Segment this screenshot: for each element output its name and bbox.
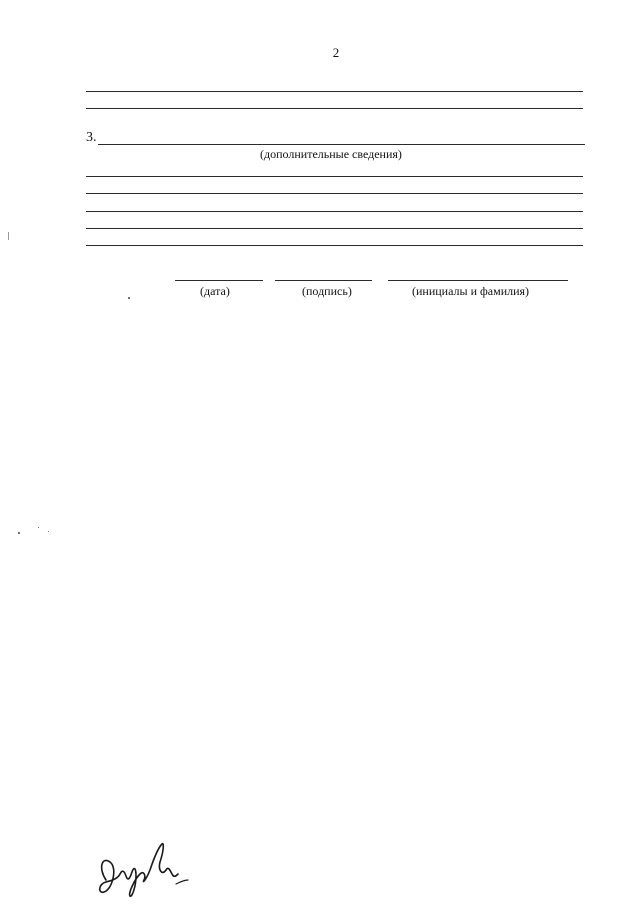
handwritten-signature [92, 840, 192, 900]
blank-line [86, 228, 583, 229]
name-caption: (инициалы и фамилия) [412, 284, 530, 298]
blank-line [86, 108, 583, 109]
scan-speck [38, 527, 39, 528]
scan-edge-mark [8, 232, 9, 240]
scan-speck [18, 532, 20, 534]
blank-line [86, 245, 583, 246]
page-number: 2 [332, 45, 340, 60]
additional-info-caption: (дополнительные сведения) [260, 147, 402, 161]
blank-line [86, 193, 583, 194]
item-3-input-line[interactable] [98, 144, 585, 145]
date-caption: (дата) [200, 284, 230, 298]
signature-line[interactable] [275, 280, 372, 281]
signature-caption: (подпись) [302, 284, 352, 298]
item-number: 3. [86, 130, 97, 145]
name-line[interactable] [388, 280, 568, 281]
blank-line [86, 91, 583, 92]
scan-speck [48, 531, 49, 532]
blank-line [86, 211, 583, 212]
blank-line [86, 176, 583, 177]
date-line[interactable] [175, 280, 263, 281]
scan-speck [128, 297, 130, 299]
